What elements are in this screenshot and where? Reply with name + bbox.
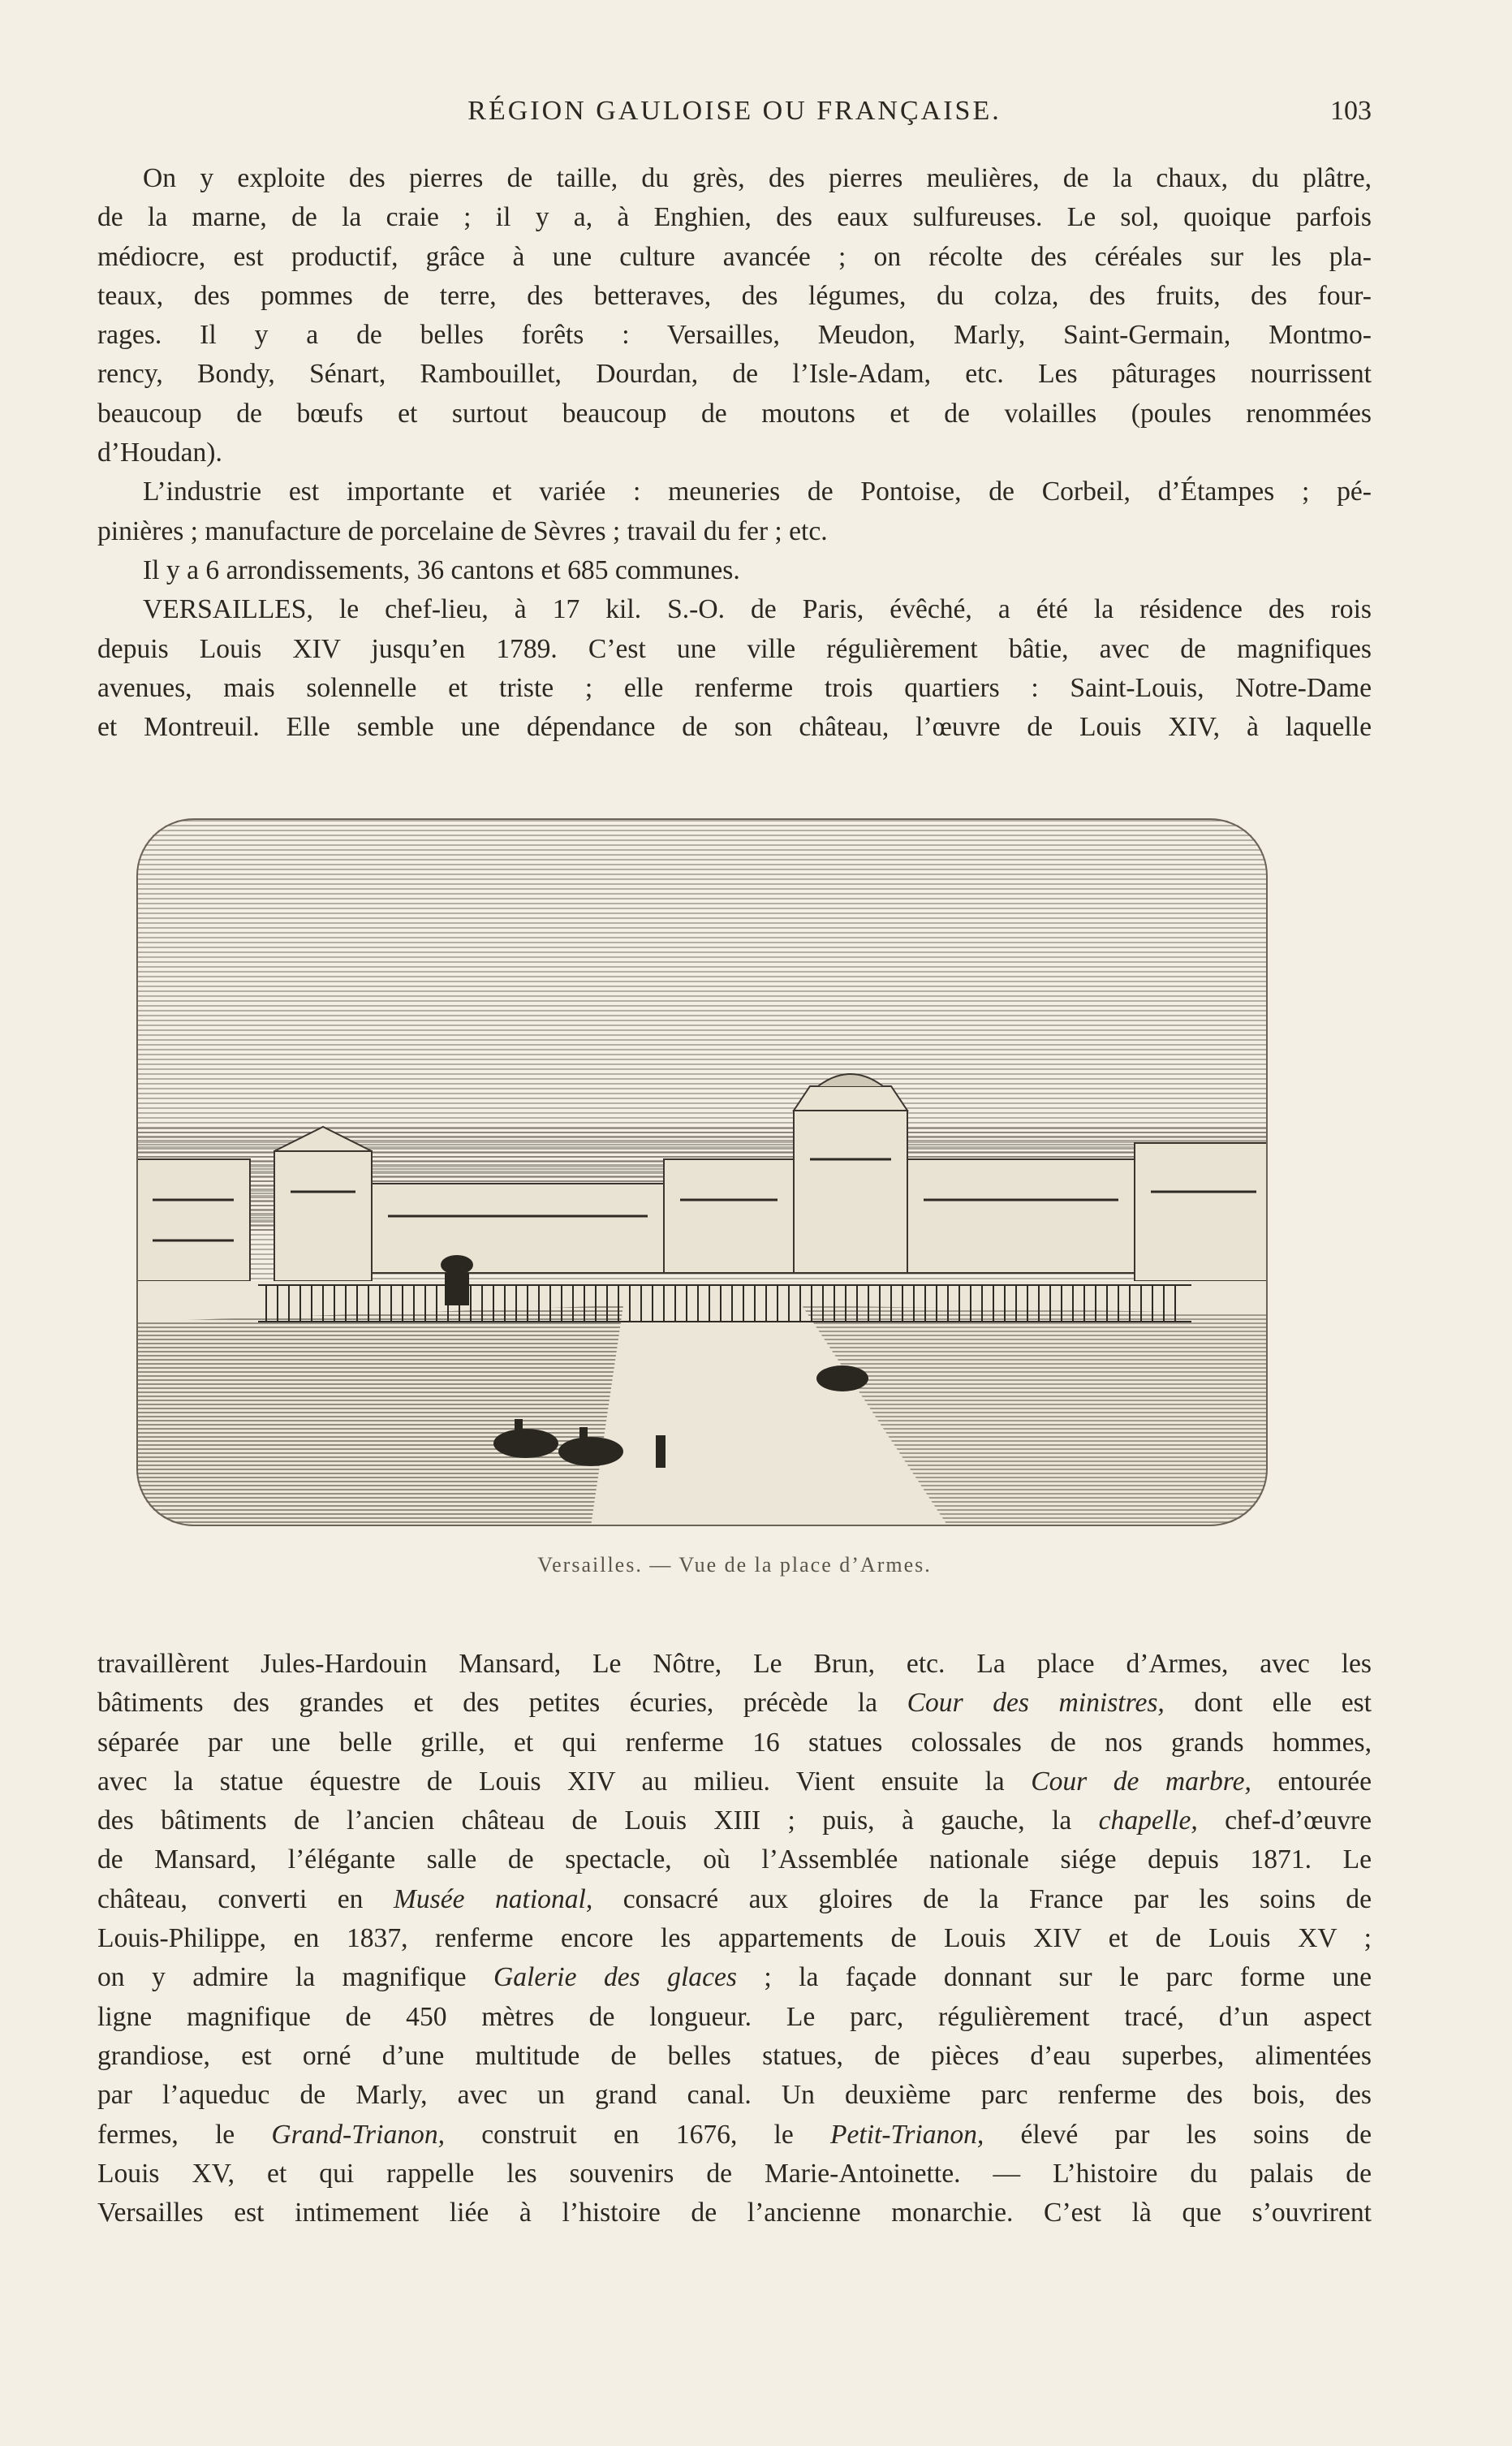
figure-caption: Versailles. — Vue de la place d’Armes. [537,1553,932,1577]
text-line: avenues, mais solennelle et triste ; elle renferme trois quartiers : Saint-Louis, Notre-Dame [97,672,1372,703]
text-line: VERSAILLES, le chef-lieu, à 17 kil. S.-O. de Paris, évêché, a été la résidence des rois [143,594,1372,625]
text-line: avec la statue équestre de Louis XIV au milieu. Vient ensuite la Cour de marbre, entourée [97,1766,1372,1797]
page-number: 103 [1330,96,1372,126]
text-line: fermes, le Grand-Trianon, construit en 1676, le Petit-Trianon, élevé par les soins de [97,2119,1372,2150]
running-head [97,91,1372,133]
italic-term: Petit-Trianon, [829,2119,984,2150]
running-title: RÉGION GAULOISE OU FRANÇAISE. [467,96,1002,126]
text-line: L’industrie est importante et variée : meuneries de Pontoise, de Corbeil, d’Étampes ; pé- [143,477,1372,507]
text-line: par l’aqueduc de Marly, avec un grand canal. Un deuxième parc renferme des bois, des [97,2080,1372,2111]
text-line: grandiose, est orné d’une multitude de belles statues, de pièces d’eau superbes, alimentées [97,2040,1372,2071]
text-line: de la marne, de la craie ; il y a, à Enghien, des eaux sulfureuses. Le sol, quoique parfois [97,202,1372,233]
italic-term: Galerie des glaces [493,1962,737,1993]
text-line: on y admire la magnifique Galerie des glaces ; la façade donnant sur le parc forme une [97,1962,1372,1993]
engraving-illustration [136,818,1268,1526]
text-line: pinières ; manufacture de porcelaine de Sèvres ; travail du fer ; etc. [97,516,828,546]
text-line: ligne magnifique de 450 mètres de longueur. Le parc, régulièrement tracé, d’un aspect [97,2001,1372,2032]
text-line: séparée par une belle grille, et qui renferme 16 statues colossales de nos grands hommes, [97,1727,1372,1758]
text-line: Il y a 6 arrondissements, 36 cantons et 685 communes. [143,554,740,585]
text-line: château, converti en Musée national, consacré aux gloires de la France par les soins de [97,1883,1372,1914]
text-line: des bâtiments de l’ancien château de Louis XIII ; puis, à gauche, la chapelle, chef-d’œuvre [97,1805,1372,1836]
text-line: beaucoup de bœufs et surtout beaucoup de moutons et de volailles (poules renommées [97,398,1372,429]
text-line: On y exploite des pierres de taille, du grès, des pierres meulières, de la chaux, du plâtre, [143,163,1372,193]
text-line: rages. Il y a de belles forêts : Versailles, Meudon, Marly, Saint-Germain, Montmo- [97,320,1372,351]
bottom-text-block [97,1645,1372,2232]
text-line: et Montreuil. Elle semble une dépendance de son château, l’œuvre de Louis XIV, à laquelle [97,712,1372,743]
top-text-block [97,159,1372,747]
text-line: Louis XV, et qui rappelle les souvenirs de Marie-Antoinette. — L’histoire du palais de [97,2158,1372,2189]
text-line: travaillèrent Jules-Hardouin Mansard, Le Nôtre, Le Brun, etc. La place d’Armes, avec les [97,1649,1372,1679]
italic-term: Cour des ministres, [907,1688,1165,1719]
text-line: Louis-Philippe, en 1837, renferme encore les appartements de Louis XIV et de Louis XV ; [97,1923,1372,1954]
italic-term: chapelle, [1098,1805,1198,1836]
text-line: de Mansard, l’élégante salle de spectacle, où l’Assemblée nationale siége depuis 1871. Le [97,1844,1372,1875]
text-line: teaux, des pommes de terre, des betteraves, des légumes, du colza, des fruits, des four- [97,280,1372,311]
equestrian-statue [441,1255,473,1305]
italic-term: Musée national, [393,1883,593,1914]
text-line: d’Houdan). [97,438,222,468]
engraving-versailles [136,818,1268,1526]
italic-term: Grand-Trianon, [271,2119,446,2150]
text-line: Versailles est intimement liée à l’histoire de l’ancienne monarchie. C’est là que s’ouvrirent [97,2198,1372,2228]
text-line: médiocre, est productif, grâce à une culture avancée ; on récolte des céréales sur les pla- [97,241,1372,272]
text-line: bâtiments des grandes et des petites écuries, précède la Cour des ministres, dont elle est [97,1688,1372,1719]
italic-term: Cour de marbre, [1031,1766,1251,1797]
text-line: rency, Bondy, Sénart, Rambouillet, Dourdan, de l’Isle-Adam, etc. Les pâturages nourrissent [97,359,1372,390]
text-line: depuis Louis XIV jusqu’en 1789. C’est une ville régulièrement bâtie, avec de magnifiques [97,633,1372,664]
